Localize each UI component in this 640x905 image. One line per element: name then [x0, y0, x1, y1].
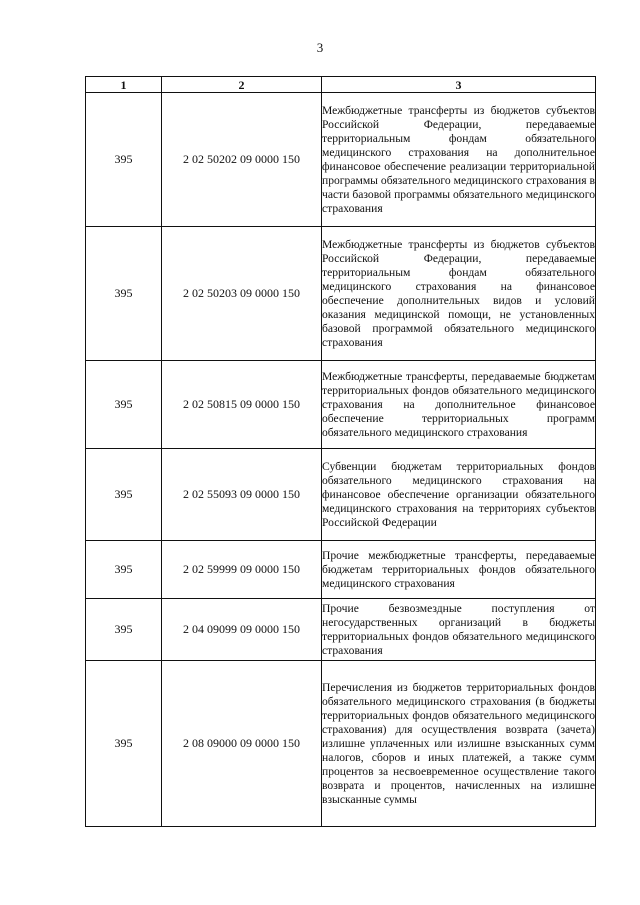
table-row: [86, 449, 596, 541]
header-col-2: 2: [162, 77, 322, 93]
kbk-code-cell: 2 08 09000 09 0000 150: [162, 661, 322, 827]
description-cell: Межбюджетные трансферты из бюджетов субъектов Российской Федерации, передаваемые территориальным фондам обязательного медицинского страхования на дополнительное финансовое обеспечение реализации территориальной программы обязательного медицинского страхования в части базовой программы обязательного медицинского страхования: [322, 93, 596, 227]
table-row: [86, 227, 596, 361]
kbk-code-cell: 2 02 50815 09 0000 150: [162, 361, 322, 449]
kbk-code-cell: 2 02 55093 09 0000 150: [162, 449, 322, 541]
admin-code-cell: 395: [86, 227, 162, 361]
kbk-code-cell: 2 04 09099 09 0000 150: [162, 599, 322, 661]
table-row: [86, 661, 596, 827]
table-row: [86, 93, 596, 227]
kbk-code-cell: 2 02 50203 09 0000 150: [162, 227, 322, 361]
description-cell: Перечисления из бюджетов территориальных фондов обязательного медицинского страхования (в бюджеты территориальных фондов обязательного медицинского страхования) для осуществления возврата (зачета) излишне уплаченных или излишне взысканных сумм налогов, сборов и иных платежей, а также сумм процентов за несвоевременное осуществление такого возврата и процентов, начисленных на излишне взысканные суммы: [322, 661, 596, 827]
description-cell: Субвенции бюджетам территориальных фондов обязательного медицинского страхования на финансовое обеспечение организации обязательного медицинского страхования на территориях субъектов Российской Федерации: [322, 449, 596, 541]
budget-codes-table: [85, 76, 596, 827]
header-col-3: 3: [322, 77, 596, 93]
kbk-code-cell: 2 02 59999 09 0000 150: [162, 541, 322, 599]
kbk-code-cell: 2 02 50202 09 0000 150: [162, 93, 322, 227]
description-cell: Прочие межбюджетные трансферты, передаваемые бюджетам территориальных фондов обязательного медицинского страхования: [322, 541, 596, 599]
header-row: [86, 77, 596, 93]
admin-code-cell: 395: [86, 541, 162, 599]
description-cell: Межбюджетные трансферты, передаваемые бюджетам территориальных фондов обязательного медицинского страхования на дополнительное финансовое обеспечение территориальных программ обязательного медицинского страхования: [322, 361, 596, 449]
table-row: [86, 599, 596, 661]
table-row: [86, 541, 596, 599]
header-col-1: 1: [86, 77, 162, 93]
admin-code-cell: 395: [86, 361, 162, 449]
admin-code-cell: 395: [86, 93, 162, 227]
description-cell: Межбюджетные трансферты из бюджетов субъектов Российской Федерации, передаваемые территориальным фондам обязательного медицинского страхования на финансовое обеспечение дополнительных видов и условий оказания медицинской помощи, не установленных базовой программой обязательного медицинского страхования: [322, 227, 596, 361]
admin-code-cell: 395: [86, 599, 162, 661]
admin-code-cell: 395: [86, 449, 162, 541]
description-cell: Прочие безвозмездные поступления от негосударственных организаций в бюджеты территориальных фондов обязательного медицинского страхования: [322, 599, 596, 661]
table-row: [86, 361, 596, 449]
admin-code-cell: 395: [86, 661, 162, 827]
page-number: 3: [316, 40, 324, 55]
